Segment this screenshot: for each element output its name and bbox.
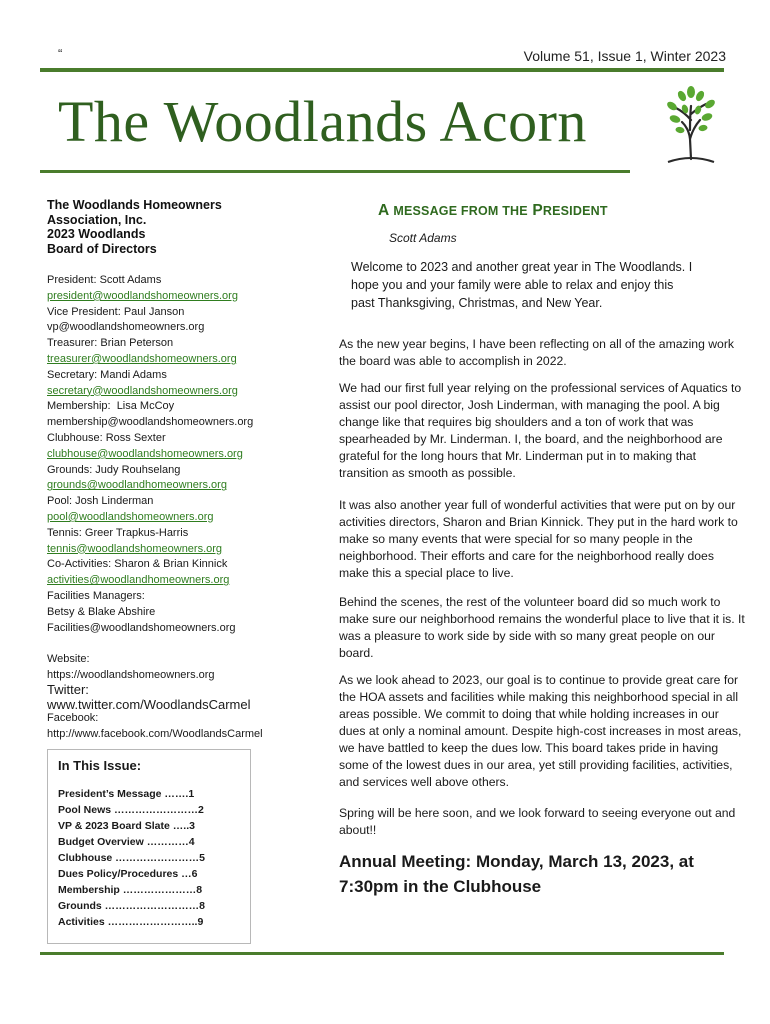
toc-item: Clubhouse ……………………5 bbox=[58, 852, 206, 864]
heading-cap: A bbox=[378, 202, 389, 219]
officer-line: Betsy & Blake Abshire bbox=[47, 605, 156, 618]
toc-item: VP & 2023 Board Slate …..3 bbox=[58, 820, 195, 832]
org-line: The Woodlands Homeowners bbox=[47, 198, 222, 212]
officer-line: Clubhouse: Ross Sexter bbox=[47, 431, 166, 444]
officer-line: Membership: Lisa McCoy bbox=[47, 400, 175, 413]
toc-item: Grounds ………………………8 bbox=[58, 900, 206, 912]
toc-item: President’s Message …….1 bbox=[58, 788, 195, 800]
website-url: https://woodlandshomeowners.org bbox=[47, 668, 215, 681]
email-link[interactable]: activities@woodlandhomeowners.org bbox=[47, 574, 230, 587]
article-paragraph: We had our first full year relying on the professional services of Aquatics to assist our pool director, Josh Linderman, with managing the pool. A big change like that requires big shoulders and a ton of work that was spearheaded by Mr. Linderman. I, the board, and the neighborhood are grateful for the long hours that Mr. Linderman put in to making that transition as smooth as possible. bbox=[339, 381, 742, 480]
article-paragraph: Spring will be here soon, and we look forward to seeing everyone out and about!! bbox=[339, 806, 736, 837]
email-text: Facilities@woodlandshomeowners.org bbox=[47, 621, 236, 634]
twitter-block bbox=[47, 682, 251, 712]
heading-smallcaps: RESIDENT bbox=[542, 204, 608, 218]
article-intro: Welcome to 2023 and another great year in The Woodlands. I hope you and your family were able to relax and enjoy this past Thanksgiving, Christmas, and New Year. bbox=[351, 260, 693, 310]
article-paragraph: Behind the scenes, the rest of the volunteer board did so much work to make sure our neighborhood remains the wonderful place to live that it is. It was a pleasure to work side by side with so many great people on our board. bbox=[339, 595, 745, 660]
toc-item: Pool News ……………………2 bbox=[58, 804, 204, 816]
article-paragraph: As the new year begins, I have been reflecting on all of the amazing work the board was able to accomplish in 2022. bbox=[339, 337, 734, 368]
association-info bbox=[47, 198, 287, 256]
article-author: Scott Adams bbox=[389, 231, 457, 245]
table-of-contents bbox=[47, 749, 251, 944]
twitter-url: www.twitter.com/WoodlandsCarmel bbox=[47, 697, 251, 712]
toc-list bbox=[58, 786, 205, 930]
email-text: vp@woodlandshomeowners.org bbox=[47, 321, 205, 334]
facebook-url: http://www.facebook.com/WoodlandsCarmel bbox=[47, 727, 263, 740]
annual-meeting-notice: Annual Meeting: Monday, March 13, 2023, at 7:30pm in the Clubhouse bbox=[339, 852, 694, 896]
officer-line: Pool: Josh Linderman bbox=[47, 495, 154, 508]
bottom-divider bbox=[40, 952, 724, 955]
email-link[interactable]: grounds@woodlandhomeowners.org bbox=[47, 479, 227, 492]
article-paragraph: It was also another year full of wonderful activities that were put on by our activities directors, Sharon and Brian Kinnick. They put in the hard work to make so many events that were special for so many people in the neighborhood. Their efforts and care for the neighborhood really does make this a special place to live. bbox=[339, 498, 738, 580]
website-block bbox=[47, 652, 215, 684]
email-text: membership@woodlandshomeowners.org bbox=[47, 416, 254, 429]
newsletter-title: The Woodlands Acorn bbox=[58, 89, 587, 154]
quote-mark: “ bbox=[58, 46, 63, 61]
facebook-block bbox=[47, 711, 263, 743]
heading-smallcaps: MESSAGE FROM THE bbox=[393, 204, 528, 218]
website-label: Website: bbox=[47, 653, 90, 665]
officer-line: Secretary: Mandi Adams bbox=[47, 368, 167, 381]
officer-line: Vice President: Paul Janson bbox=[47, 305, 185, 318]
heading-cap: P bbox=[532, 202, 543, 219]
officer-line: Facilities Managers: bbox=[47, 589, 145, 602]
toc-item: Membership …………………8 bbox=[58, 884, 203, 896]
org-line: Association, Inc. bbox=[47, 212, 147, 227]
officer-line: Tennis: Greer Trapkus-Harris bbox=[47, 526, 189, 539]
officer-line: Co-Activities: Sharon & Brian Kinnick bbox=[47, 558, 228, 571]
email-link[interactable]: treasurer@woodlandshomeowners.org bbox=[47, 352, 237, 365]
toc-heading: In This Issue: bbox=[58, 758, 142, 773]
toc-item: Activities ……………………..9 bbox=[58, 916, 204, 928]
org-line: Board of Directors bbox=[47, 241, 157, 256]
email-link[interactable]: secretary@woodlandshomeowners.org bbox=[47, 384, 238, 397]
email-link[interactable]: tennis@woodlandshomeowners.org bbox=[47, 542, 223, 555]
board-directory bbox=[47, 273, 297, 636]
toc-item: Budget Overview …………4 bbox=[58, 836, 195, 848]
email-link[interactable]: president@woodlandshomeowners.org bbox=[47, 289, 238, 302]
article-heading bbox=[378, 202, 608, 220]
officer-line: President: Scott Adams bbox=[47, 274, 162, 286]
tree-logo-icon bbox=[660, 84, 722, 166]
toc-item: Dues Policy/Procedures …6 bbox=[58, 868, 198, 880]
twitter-label: Twitter: bbox=[47, 682, 89, 697]
org-line: 2023 Woodlands bbox=[47, 227, 146, 241]
facebook-label: Facebook: bbox=[47, 712, 99, 724]
officer-line: Grounds: Judy Rouhselang bbox=[47, 463, 181, 476]
email-link[interactable]: clubhouse@woodlandshomeowners.org bbox=[47, 447, 243, 460]
issue-info: Volume 51, Issue 1, Winter 2023 bbox=[523, 48, 726, 64]
officer-line: Treasurer: Brian Peterson bbox=[47, 337, 174, 350]
email-link[interactable]: pool@woodlandshomeowners.org bbox=[47, 510, 214, 523]
article-paragraph: As we look ahead to 2023, our goal is to continue to provide great care for the HOA assets and facilities while making this neighborhood special in all areas possible. We commit to doing that while holding increases in our dues at only a nominal amount. Despite high-cost increases in most areas, we have battled to keep the dues low. This board takes pride in having some of the lowest dues in our area, yet still providing facilities, activities, and services well above others. bbox=[339, 673, 742, 789]
top-divider bbox=[40, 68, 724, 72]
title-underline bbox=[40, 170, 630, 173]
